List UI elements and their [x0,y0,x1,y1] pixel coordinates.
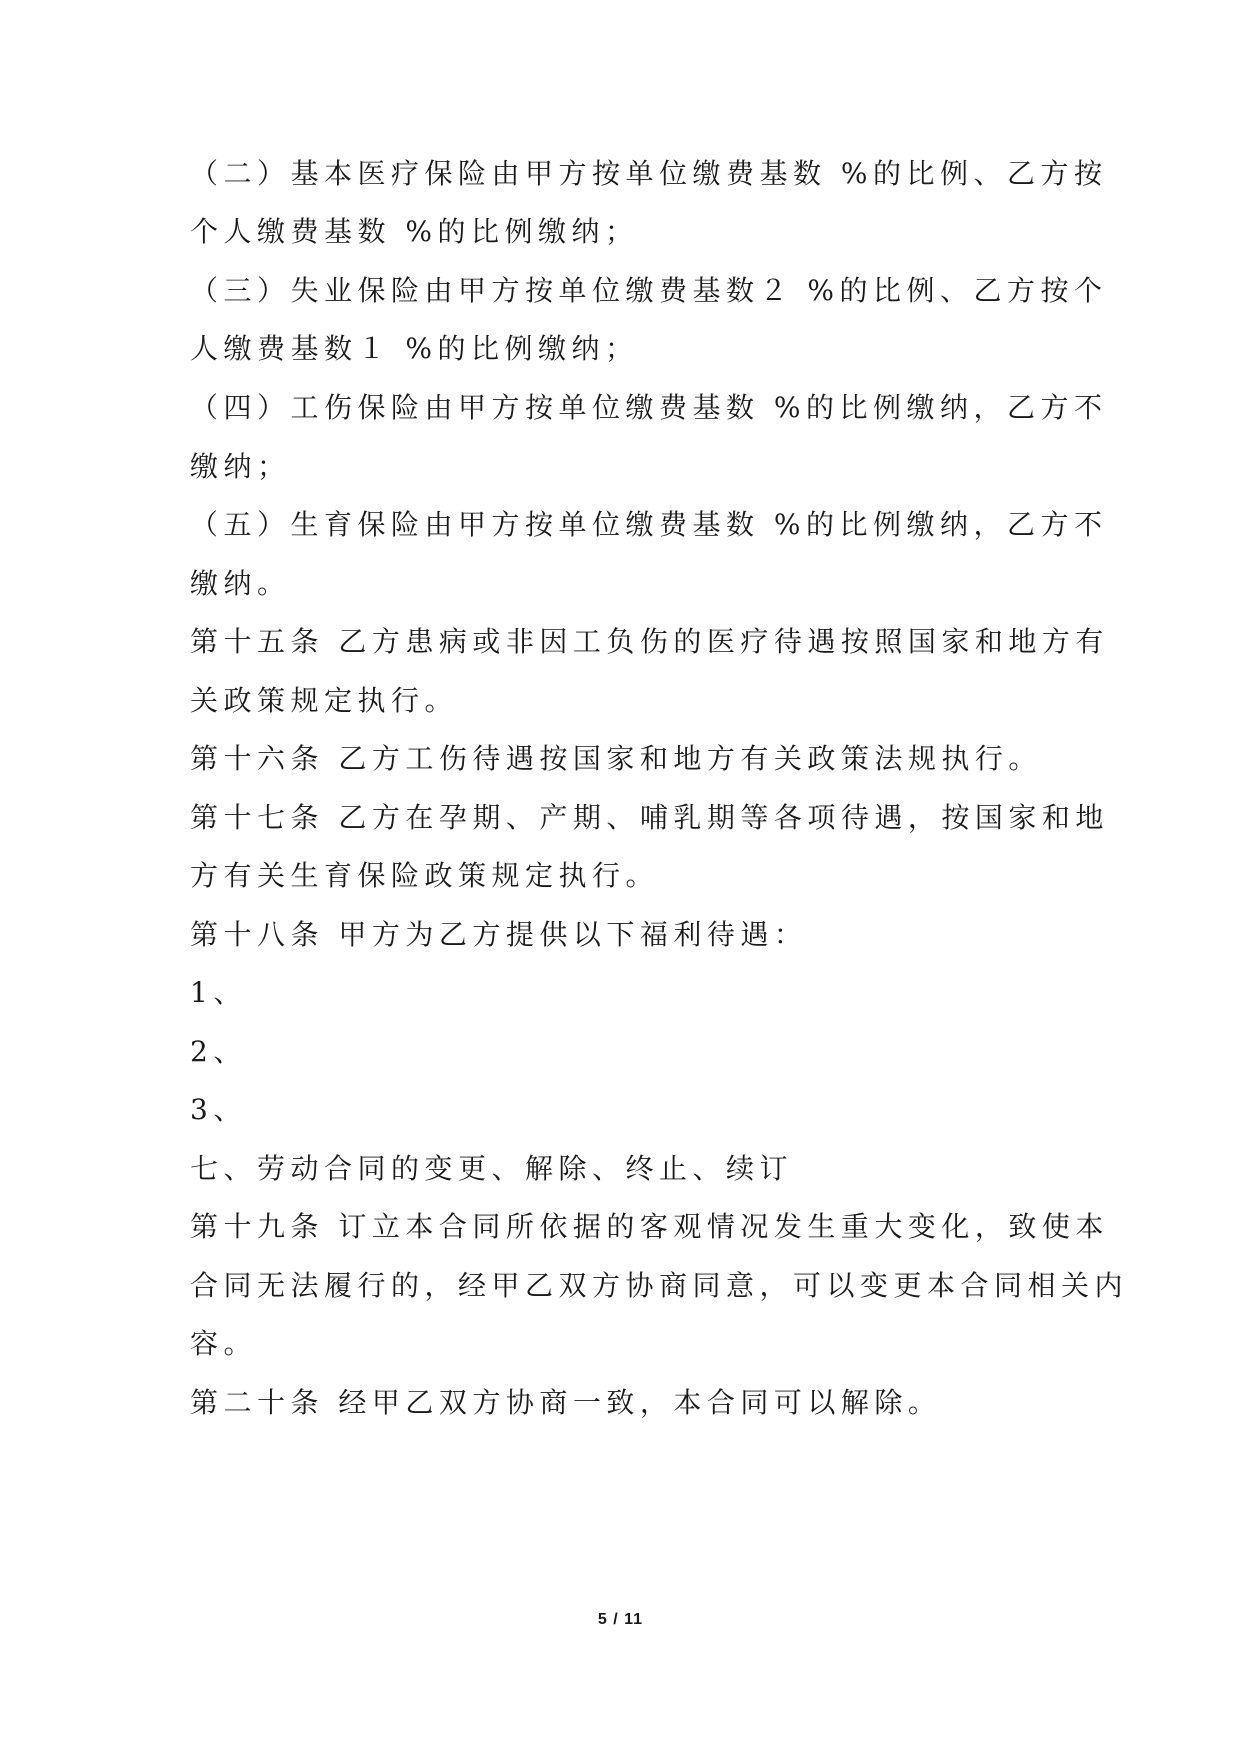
text-line: 第十八条 甲方为乙方提供以下福利待遇： [190,918,808,951]
text-line: 2、 [190,1035,247,1068]
text-line: 合同无法履行的，经甲乙双方协商同意，可以变更本合同相关内 [190,1269,1129,1302]
text-line: （四）工伤保险由甲方按单位缴费基数 %的比例缴纳，乙方不 [190,391,1108,424]
text-line: 容。 [190,1327,258,1360]
text-line: （二）基本医疗保险由甲方按单位缴费基数 %的比例、乙方按 [190,157,1108,190]
text-line: 关政策规定执行。 [190,684,459,717]
text-line: 第十六条 乙方工伤待遇按国家和地方有关政策法规执行。 [190,742,1042,775]
text-line: 方有关生育保险政策规定执行。 [190,859,660,892]
text-line: 个人缴费基数 %的比例缴纳； [190,215,639,248]
text-line: 缴纳； [190,450,291,483]
text-line: （三）失业保险由甲方按单位缴费基数２ %的比例、乙方按个 [190,274,1108,307]
text-line: 第二十条 经甲乙双方协商一致，本合同可以解除。 [190,1386,942,1419]
text-line: 1、 [190,976,247,1009]
text-line: 第十五条 乙方患病或非因工负伤的医疗待遇按照国家和地方有 [190,625,1109,658]
text-line: 第十九条 订立本合同所依据的客观情况发生重大变化，致使本 [190,1210,1109,1243]
page-number: 5 / 11 [597,1611,644,1628]
text-line: 3、 [190,1093,247,1126]
text-line: 第十七条 乙方在孕期、产期、哺乳期等各项待遇，按国家和地 [190,801,1109,834]
section-heading: 七、劳动合同的变更、解除、终止、续订 [190,1152,794,1185]
text-line: 人缴费基数１ %的比例缴纳； [190,332,639,365]
text-line: （五）生育保险由甲方按单位缴费基数 %的比例缴纳，乙方不 [190,508,1108,541]
text-line: 缴纳。 [190,567,291,600]
